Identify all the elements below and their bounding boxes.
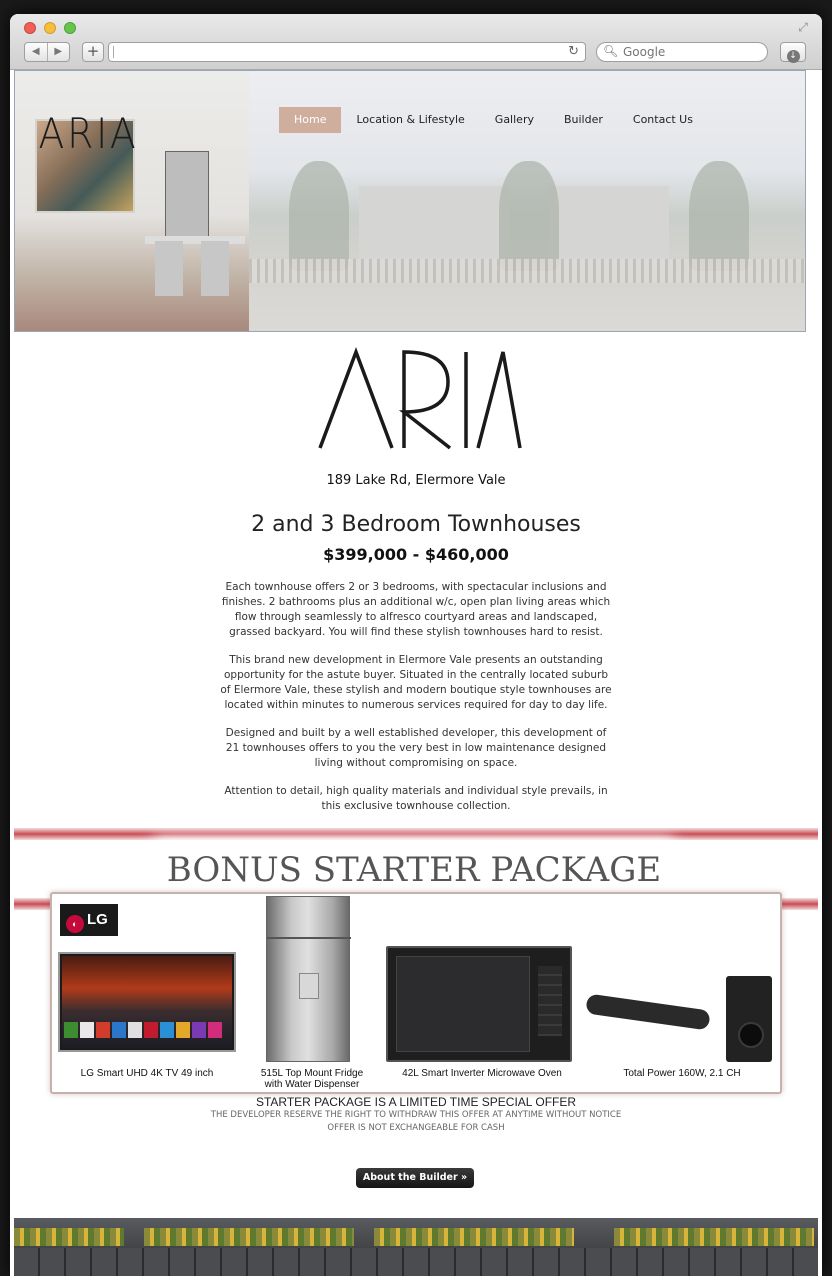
lg-logo: [60, 904, 118, 936]
aria-logo-text: ARIA: [418, 398, 421, 399]
divider-line: [14, 828, 818, 840]
bonus-package-panel: [50, 892, 782, 1094]
address-bar[interactable]: [108, 42, 586, 62]
fence-rail-image: [14, 1248, 818, 1276]
aria-logo-graphic: [308, 338, 528, 458]
footer-image-strip: [14, 1218, 818, 1276]
description-paragraph: This brand new development in Elermore Vale presents an outstanding opportunity for the astute buyer. Situated in the centrally located suburb of Elermore Vale, these stylish and modern boutique style townhouses are located within minutes to numerous services required for day to day life.: [220, 654, 612, 711]
fridge-door-split: [267, 937, 351, 939]
downloads-button[interactable]: [780, 42, 806, 62]
product-caption-fridge: 515L Top Mount Fridge with Water Dispenser: [260, 1068, 364, 1090]
nav-home[interactable]: Home: [279, 107, 341, 133]
page-headline: 2 and 3 Bedroom Townhouses: [251, 512, 581, 537]
close-window-button[interactable]: [24, 22, 36, 34]
history-nav: [24, 42, 70, 62]
description-paragraph: Each townhouse offers 2 or 3 bedrooms, with spectacular inclusions and finishes. 2 bathrooms plus an additional w/c, open plan living areas which flow through seamlessly to alfresco courtyard areas and landscaped, grassed backyard. You will find these stylish townhouses hard to resist.: [221, 581, 611, 638]
product-caption-soundbar: Total Power 160W, 2.1 CH: [623, 1068, 741, 1079]
dining-chair: [155, 241, 183, 296]
reload-icon[interactable]: ↻: [568, 44, 579, 59]
planter-image: [144, 1228, 354, 1246]
description-paragraph: Designed and built by a well established developer, this development of 21 townhouses offers to you the very best in low maintenance designed living without compromising on space.: [225, 727, 607, 769]
planter-image: [614, 1228, 814, 1246]
hero-interior-image: [15, 71, 249, 332]
download-icon: ↓: [787, 50, 800, 63]
disclaimer-text: OFFER IS NOT EXCHANGEABLE FOR CASH: [327, 1123, 505, 1133]
water-dispenser: [299, 973, 319, 999]
lg-circle-icon: ◐: [66, 915, 84, 933]
microwave-door: [396, 956, 530, 1052]
offer-notice: STARTER PACKAGE IS A LIMITED TIME SPECIAL OFFER: [255, 1095, 577, 1109]
search-icon: 🔍︎: [603, 44, 619, 58]
hero-logo[interactable]: ARIA: [38, 109, 139, 158]
soundbar-product-image: [585, 993, 711, 1030]
tv-product-image: [58, 952, 236, 1052]
product-caption-tv: LG Smart UHD 4K TV 49 inch: [80, 1068, 214, 1079]
about-builder-button[interactable]: About the Builder »: [356, 1168, 474, 1188]
web-page: [14, 70, 818, 1276]
nav-builder[interactable]: Builder: [563, 113, 603, 126]
fridge-product-image: [266, 896, 350, 1062]
zoom-window-button[interactable]: [64, 22, 76, 34]
microwave-product-image: [386, 946, 572, 1062]
subwoofer-product-image: [726, 976, 772, 1062]
nav-contact-us[interactable]: Contact Us: [632, 113, 693, 126]
planter-image: [374, 1228, 574, 1246]
nav-location-lifestyle[interactable]: Location & Lifestyle: [356, 113, 465, 126]
hero-banner: [14, 70, 806, 332]
tv-app-row: [64, 1022, 222, 1038]
nav-gallery[interactable]: Gallery: [494, 113, 534, 126]
product-caption-microwave: 42L Smart Inverter Microwave Oven: [402, 1068, 562, 1079]
lg-brand-text: LG: [87, 911, 108, 928]
forward-icon[interactable]: ▶: [54, 46, 63, 57]
dining-chair: [201, 241, 229, 296]
bonus-title: BONUS STARTER PACKAGE: [164, 848, 664, 892]
search-input[interactable]: [623, 45, 763, 59]
microwave-control-panel: [538, 966, 562, 1036]
price-range: $399,000 - $460,000: [323, 545, 509, 564]
search-bar[interactable]: [596, 42, 768, 62]
disclaimer-text: THE DEVELOPER RESERVE THE RIGHT TO WITHDRAW THIS OFFER AT ANYTIME WITHOUT NOTICE: [210, 1110, 622, 1120]
fullscreen-icon[interactable]: ⤢: [798, 20, 808, 34]
minimize-window-button[interactable]: [44, 22, 56, 34]
browser-toolbar: [10, 14, 822, 70]
property-address: 189 Lake Rd, Elermore Vale: [326, 473, 506, 488]
text-caret: [113, 46, 114, 58]
browser-window: [10, 14, 822, 1276]
back-icon[interactable]: ◀: [25, 43, 48, 61]
planter-image: [14, 1228, 124, 1246]
main-nav: [279, 107, 708, 133]
new-tab-button[interactable]: +: [82, 42, 104, 62]
kitchen-fridge: [165, 151, 209, 241]
description-paragraph: Attention to detail, high quality materials and individual style prevails, in this exclusive townhouse collection.: [224, 785, 608, 812]
aria-logo: [308, 338, 528, 458]
